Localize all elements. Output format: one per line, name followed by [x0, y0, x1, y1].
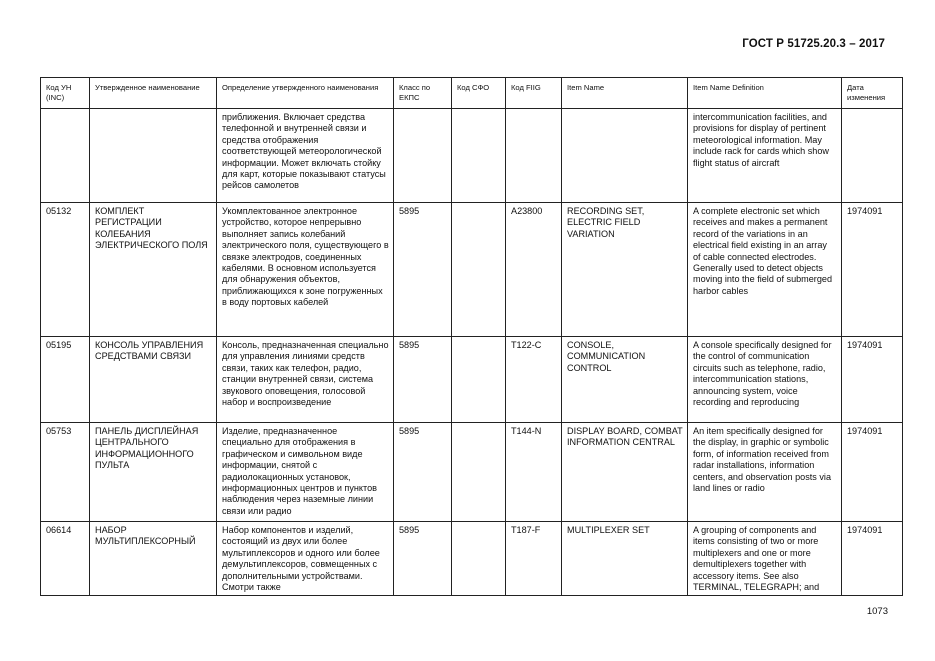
cell-code-sfo — [452, 423, 506, 522]
table-row — [41, 423, 903, 522]
cell-code-sfo — [452, 522, 506, 596]
cell-date — [842, 109, 903, 203]
table-row — [41, 203, 903, 337]
cell-item-definition: A grouping of components and items consisting of two or more multiplexers and one or more demultiplexers together with accessory items. See also TERMINAL, TELEGRAPH; and — [688, 522, 842, 596]
cell-code-fiig: T144-N — [506, 423, 562, 522]
cell-code-sfo — [452, 337, 506, 423]
cell-code-sfo — [452, 109, 506, 203]
cell-item-definition: An item specifically designed for the display, in graphic or symbolic form, of information received from radar installations, information centers, and observation posts via land lines or radio — [688, 423, 842, 522]
cell-item-name: CONSOLE, COMMUNICATION CONTROL — [562, 337, 688, 423]
cell-definition-ru: приближения. Включает средства телефонной и внутренней связи и средства отображения соответствующей метеорологической информации. Может включать стойку для карт, которые показывают статусы рейсов самолетов — [217, 109, 394, 203]
cell-name-ru: КОНСОЛЬ УПРАВЛЕНИЯ СРЕДСТВАМИ СВЯЗИ — [90, 337, 217, 423]
cell-item-definition: intercommunication facilities, and provisions for display of pertinent meteorological information. May include rack for cards which show flight status of aircraft — [688, 109, 842, 203]
cell-class-ekps: 5895 — [394, 423, 452, 522]
header-code-fiig: Код FIIG — [506, 78, 562, 109]
cell-item-definition: A complete electronic set which receives and makes a permanent record of the variations in an electrical field existing in an array of cable connected electrodes. Generally used to detect objects moving into the field of submerged harbor cables — [688, 203, 842, 337]
cell-item-name: RECORDING SET, ELECTRIC FIELD VARIATION — [562, 203, 688, 337]
document-standard-id: ГОСТ Р 51725.20.3 – 2017 — [742, 38, 885, 50]
cell-class-ekps: 5895 — [394, 203, 452, 337]
header-item-definition: Item Name Definition — [688, 78, 842, 109]
cell-inc: 06614 — [41, 522, 90, 596]
header-inc: Код УН (INC) — [41, 78, 90, 109]
table-row — [41, 109, 903, 203]
cell-item-name: DISPLAY BOARD, COMBAT INFORMATION CENTRAL — [562, 423, 688, 522]
cell-inc: 05132 — [41, 203, 90, 337]
table-row — [41, 337, 903, 423]
cell-name-ru — [90, 109, 217, 203]
cell-class-ekps: 5895 — [394, 522, 452, 596]
cell-date: 1974091 — [842, 423, 903, 522]
cell-code-fiig: T187-F — [506, 522, 562, 596]
cell-inc: 05195 — [41, 337, 90, 423]
page-number: 1073 — [866, 606, 888, 617]
cell-code-fiig — [506, 109, 562, 203]
cell-inc: 05753 — [41, 423, 90, 522]
cell-inc — [41, 109, 90, 203]
cell-date: 1974091 — [842, 203, 903, 337]
header-name-ru: Утвержденное наименование — [90, 78, 217, 109]
header-class-ekps: Класс по ЕКПС — [394, 78, 452, 109]
cell-code-fiig: T122-C — [506, 337, 562, 423]
cell-name-ru: КОМПЛЕКТ РЕГИСТРАЦИИ КОЛЕБАНИЯ ЭЛЕКТРИЧЕСКОГО ПОЛЯ — [90, 203, 217, 337]
cell-name-ru: НАБОР МУЛЬТИПЛЕКСОРНЫЙ — [90, 522, 217, 596]
header-code-sfo: Код СФО — [452, 78, 506, 109]
cell-definition-ru: Консоль, предназначенная специально для управления линиями средств связи, таких как телефон, радио, станции внутренней связи, система звукового оповещения, голосовой набор и воспроизведение — [217, 337, 394, 423]
classification-table — [40, 77, 903, 596]
header-date: Дата изменения — [842, 78, 903, 109]
cell-name-ru: ПАНЕЛЬ ДИСПЛЕЙНАЯ ЦЕНТРАЛЬНОГО ИНФОРМАЦИОННОГО ПУЛЬТА — [90, 423, 217, 522]
cell-item-name — [562, 109, 688, 203]
cell-class-ekps: 5895 — [394, 337, 452, 423]
cell-class-ekps — [394, 109, 452, 203]
cell-definition-ru: Набор компонентов и изделий, состоящий из двух или более мультиплексоров и одного или более демультиплексоров, совмещенных с дополнительными устройствами. Смотри также — [217, 522, 394, 596]
cell-date: 1974091 — [842, 522, 903, 596]
cell-definition-ru: Укомплектованное электронное устройство, которое непрерывно выполняет запись колебаний электрического поля, существующего в связке электродов, соединенных кабелями. В основном используется для обнаружения объектов, приближающихся к зоне погруженных в воду портовых кабелей — [217, 203, 394, 337]
table-row — [41, 522, 903, 596]
cell-item-definition: A console specifically designed for the control of communication circuits such as telephone, radio, intercommunication stations, announcing system, voice recording and reproducing — [688, 337, 842, 423]
header-definition-ru: Определение утвержденного наименования — [217, 78, 394, 109]
cell-definition-ru: Изделие, предназначенное специально для отображения в графическом и символьном виде информации, снятой с радиолокационных установок, информационных центров и пунктов наблюдения через наземные линии связи или радио — [217, 423, 394, 522]
cell-date: 1974091 — [842, 337, 903, 423]
cell-code-sfo — [452, 203, 506, 337]
cell-item-name: MULTIPLEXER SET — [562, 522, 688, 596]
table-header-row — [41, 78, 903, 109]
header-item-name: Item Name — [562, 78, 688, 109]
cell-code-fiig: A23800 — [506, 203, 562, 337]
